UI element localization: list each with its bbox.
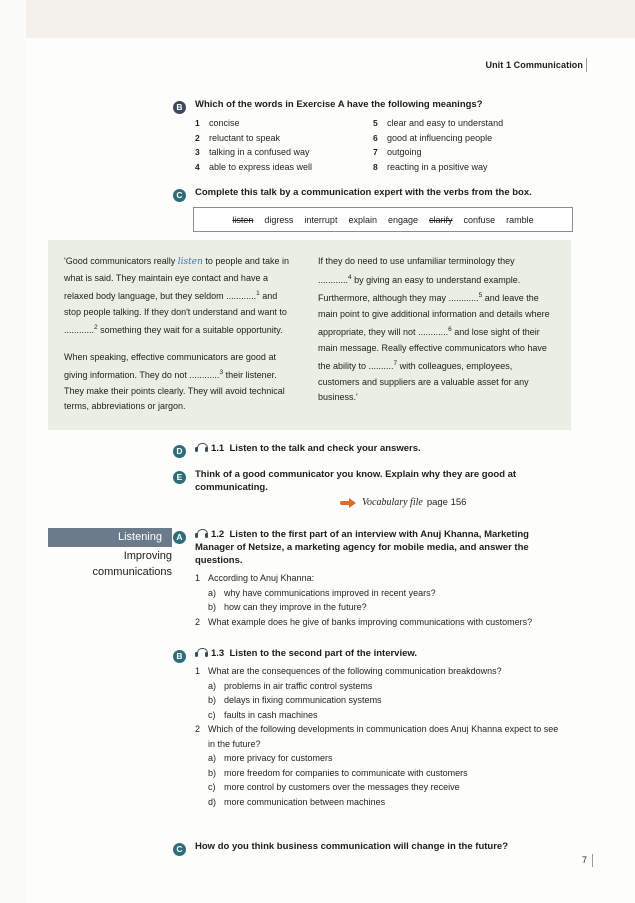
exercise-d-marker	[173, 442, 195, 461]
sub-question-text: why have communications improved in recent years?	[224, 587, 436, 598]
word-chip-engage: engage	[387, 214, 419, 225]
item-text: reluctant to speak	[209, 132, 281, 143]
sub-question-text: more privacy for customers	[224, 753, 333, 763]
rubric-text: Listen to the first part of an interview with Anuj Khanna, Marketing Manager of Netsize, a marketing agency for mobile media, and answer the questions.	[195, 529, 529, 566]
gap-blank: ..........	[368, 361, 394, 371]
exercise-letter: C	[173, 843, 186, 856]
header-divider	[586, 58, 587, 72]
item-number: 6	[373, 132, 378, 143]
gap-number: 7	[393, 360, 398, 367]
sub-question-text: delays in fixing communication systems	[224, 695, 382, 705]
audio-track-number: 1.1	[211, 443, 225, 454]
sub-question-text: how can they improve in the future?	[224, 602, 367, 612]
text-run: their listener. They make their points clearly. They will avoid technical terms, abbreviations or jargon.	[64, 370, 285, 411]
question-row	[195, 722, 563, 751]
word-chip-explain: explain	[348, 214, 377, 225]
word-chip-interrupt: interrupt	[304, 214, 338, 225]
item-number: 2	[195, 132, 200, 143]
vocabulary-file-link[interactable]	[340, 497, 466, 508]
sub-question-label: b)	[208, 767, 217, 778]
listening-b-marker	[173, 647, 195, 666]
listening-c-marker	[173, 840, 195, 859]
gap-number: 3	[219, 369, 224, 376]
rubric-text: Listen to the talk and check your answers.	[229, 443, 421, 454]
question-text: What example does he give of banks improving communications with customers?	[208, 616, 533, 627]
list-item	[373, 131, 573, 146]
gap-fill-paragraph-2	[64, 350, 296, 415]
gap-fill-column-left	[64, 254, 296, 430]
text-run: with colleagues, employees, customers and suppliers are a valuable asset for any business.'	[318, 361, 529, 402]
gap-number: 6	[448, 326, 452, 333]
sub-question-label: a)	[208, 680, 217, 691]
sub-question-row	[208, 679, 563, 694]
gap-blank: ............	[418, 327, 449, 337]
filled-answer: listen	[177, 257, 203, 267]
item-number: 3	[195, 147, 200, 157]
exercise-letter: E	[173, 471, 186, 484]
question-text: According to Anuj Khanna:	[208, 573, 315, 583]
item-text: concise	[209, 118, 240, 128]
item-number: 1	[195, 118, 200, 128]
running-head: Unit 1 Communication	[485, 60, 583, 70]
item-number: 7	[373, 147, 378, 157]
headphones-icon	[195, 443, 208, 453]
exercise-b-marker	[173, 98, 195, 117]
question-text: Which of the following developments in communication does Anuj Khanna expect to see in the future?	[208, 724, 559, 749]
section-tab-title: Listening	[48, 528, 172, 547]
audio-track-number: 1.3	[211, 648, 225, 659]
exercise-d-rubric	[195, 442, 573, 455]
vocabulary-file-page: page 156	[426, 497, 467, 508]
exercise-c	[173, 186, 573, 205]
gap-blank: ............	[318, 274, 349, 285]
sub-question-text: more control by customers over the messages they receive	[224, 782, 460, 792]
list-item	[373, 116, 573, 131]
exercise-c-rubric: Complete this talk by a communication expert with the verbs from the box.	[195, 187, 532, 198]
item-text: clear and easy to understand	[387, 118, 504, 128]
sub-question-label: a)	[208, 587, 217, 598]
listening-exercise-b	[173, 647, 563, 809]
sub-question-text: faults in cash machines	[224, 709, 318, 720]
text-run: to people and take in what is said. They maintain eye contact and have a relaxed body language, but they seldom	[64, 256, 289, 301]
item-text: good at influencing people	[387, 132, 493, 143]
text-run: When speaking, effective communicators are good at giving information. They do not	[64, 351, 276, 380]
item-text: talking in a confused way	[209, 147, 310, 157]
sub-question-label: c)	[208, 782, 216, 792]
audio-track-number: 1.2	[211, 529, 225, 540]
rubric-text: Listen to the second part of the interview.	[229, 648, 418, 659]
arrow-right-icon	[340, 498, 356, 508]
listening-b-questions	[195, 664, 563, 809]
text-run: and leave the main point to give additional information and details where appropriate, they will not	[318, 293, 550, 337]
gap-number: 5	[478, 292, 483, 299]
exercise-e-marker	[173, 468, 195, 487]
list-item	[195, 131, 373, 146]
listening-exercise-c	[173, 840, 563, 859]
word-chip-confuse: confuse	[463, 214, 496, 225]
exercise-letter: D	[173, 445, 186, 458]
list-item	[373, 145, 573, 160]
exercise-letter: B	[173, 650, 186, 663]
exercise-d	[173, 442, 573, 461]
word-chip-listen: listen	[232, 214, 254, 225]
question-number: 1	[195, 666, 201, 676]
exercise-e-rubric: Think of a good communicator you know. Explain why they are good at communicating.	[195, 469, 517, 493]
sub-question-row	[208, 600, 563, 615]
word-chip-clarify: clarify	[429, 214, 453, 225]
headphones-icon	[195, 648, 208, 658]
sub-question-text: problems in air traffic control systems	[224, 680, 373, 691]
section-tab-listening	[48, 528, 172, 579]
sub-question-row	[208, 708, 563, 723]
gap-blank: ............	[189, 370, 220, 380]
sub-question-row	[208, 780, 563, 795]
sub-question-row	[208, 586, 563, 601]
exercise-b-items	[195, 116, 573, 174]
question-row	[195, 664, 563, 679]
text-run: and lose sight of their main message. Really effective communicators who have the ability to	[318, 327, 547, 371]
headphones-icon	[195, 529, 208, 539]
exercise-b-rubric: Which of the words in Exercise A have the following meanings?	[195, 99, 483, 110]
exercise-e	[173, 468, 563, 494]
gap-blank: ............	[64, 325, 95, 335]
item-number: 8	[373, 161, 378, 172]
listening-a-rubric	[195, 528, 563, 567]
sub-question-text: more communication between machines	[224, 796, 386, 807]
section-tab-subtitle-2: communications	[92, 566, 172, 578]
sub-question-row	[208, 795, 563, 810]
gap-fill-column-right	[318, 254, 550, 430]
text-run: If they do need to use unfamiliar terminology they	[318, 256, 515, 266]
vocabulary-file-label: Vocabulary file	[362, 497, 423, 508]
exercise-c-marker	[173, 186, 195, 205]
sub-question-label: d)	[208, 796, 217, 807]
listening-a-marker	[173, 528, 195, 547]
sub-question-label: b)	[208, 602, 217, 612]
sub-question-label: a)	[208, 753, 217, 763]
gap-fill-paragraph-3	[318, 254, 550, 406]
question-text: What are the consequences of the following communication breakdowns?	[208, 666, 502, 676]
listening-c-rubric: How do you think business communication will change in the future?	[195, 841, 508, 852]
gap-fill-panel	[48, 240, 571, 430]
item-number: 4	[195, 161, 200, 172]
question-number: 2	[195, 724, 201, 734]
sub-question-label: c)	[208, 709, 216, 720]
exercise-b	[173, 98, 573, 174]
question-number: 2	[195, 616, 201, 627]
text-run: by giving an easy to understand example. Furthermore, although they may	[318, 274, 521, 303]
exercise-letter: C	[173, 189, 186, 202]
list-item	[195, 116, 373, 131]
text-run: 'Good communicators really	[64, 256, 178, 266]
list-item	[195, 145, 373, 160]
gap-number: 1	[256, 290, 260, 297]
footer-divider	[592, 854, 593, 867]
word-chip-digress: digress	[264, 214, 294, 225]
list-item	[195, 160, 373, 175]
question-row	[195, 571, 563, 586]
exercise-letter: A	[173, 531, 186, 544]
item-text: reacting in a positive way	[387, 161, 488, 172]
sub-question-label: b)	[208, 695, 217, 705]
listening-b-rubric	[195, 647, 563, 660]
question-number: 1	[195, 573, 201, 583]
list-item	[373, 160, 573, 175]
exercise-letter: B	[173, 101, 186, 114]
sub-question-row	[208, 766, 563, 781]
listening-a-questions	[195, 571, 563, 629]
gap-number: 2	[94, 324, 98, 331]
word-chip-ramble: ramble	[506, 214, 534, 225]
verb-word-box	[193, 207, 573, 232]
gap-fill-paragraph-1	[64, 254, 296, 339]
sub-question-row	[208, 751, 563, 766]
text-run: and stop people talking. If they don't understand and want to	[64, 291, 287, 317]
listening-exercise-a	[173, 528, 563, 629]
sub-question-text: more freedom for companies to communicate with customers	[224, 767, 468, 778]
sub-question-row	[208, 693, 563, 708]
gap-number: 4	[348, 273, 352, 281]
gap-blank: ............	[448, 293, 479, 303]
gap-blank: ............	[226, 291, 257, 301]
question-row	[195, 615, 563, 630]
section-tab-subtitle-1: Improving	[123, 550, 172, 562]
item-text: able to express ideas well	[209, 161, 313, 172]
text-run: something they wait for a suitable opportunity.	[97, 325, 283, 335]
item-number: 5	[373, 118, 378, 128]
page-number: 7	[581, 855, 587, 865]
item-text: outgoing	[387, 147, 422, 157]
